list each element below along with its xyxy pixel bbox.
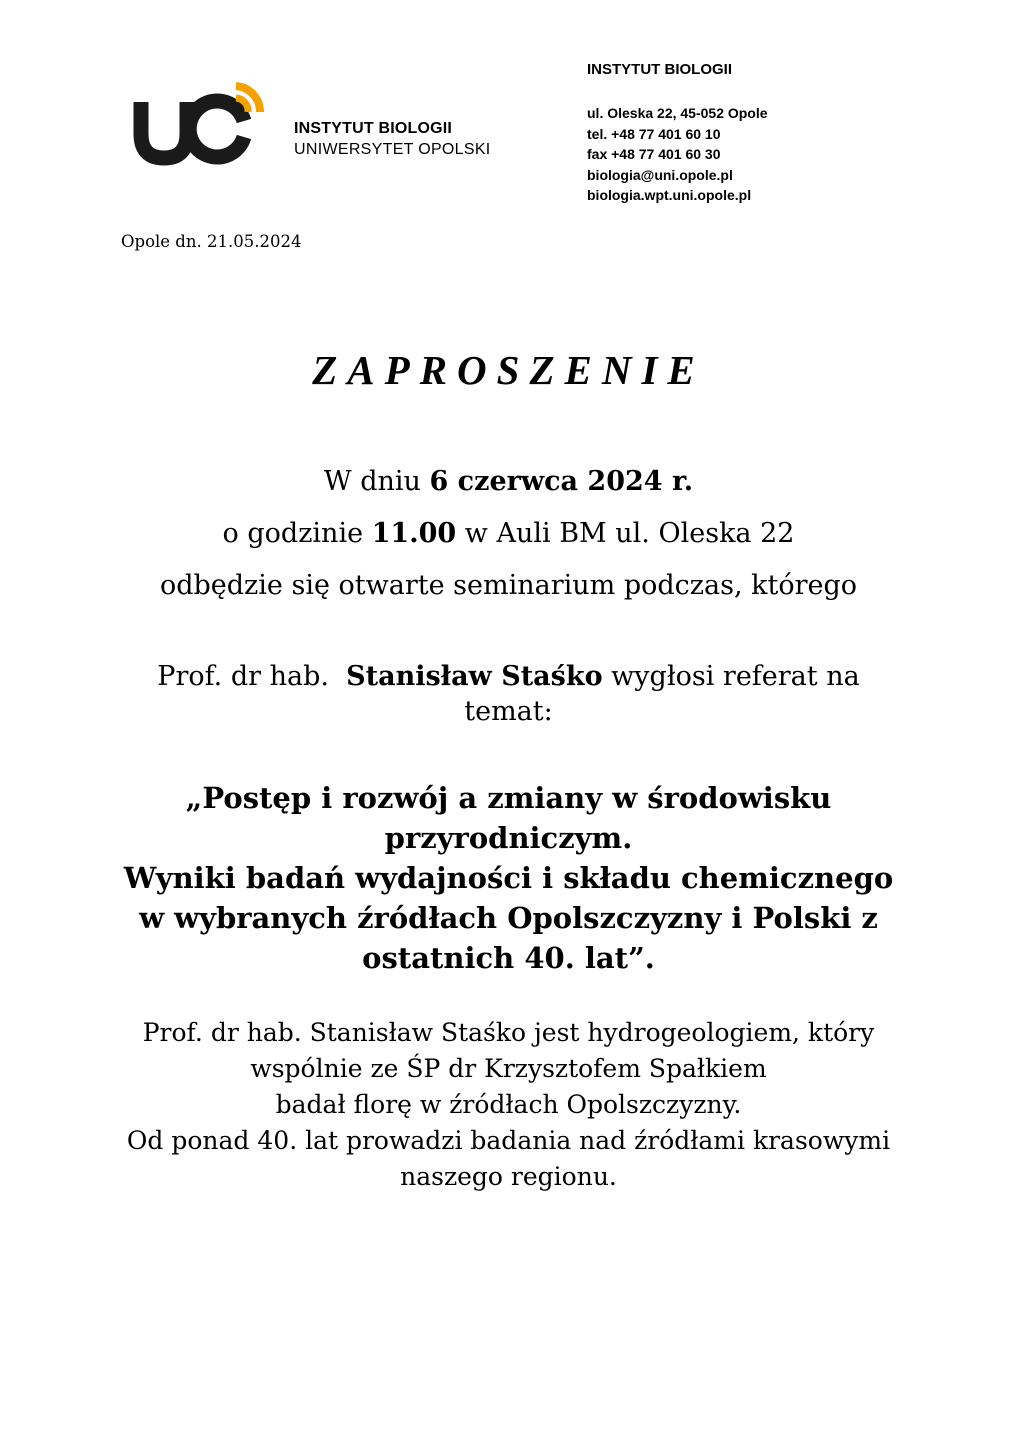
speaker-name: Stanisław Staśko: [346, 661, 603, 692]
event-date: 6 czerwca 2024 r.: [429, 466, 694, 497]
contact-phone: tel. +48 77 401 60 10: [587, 125, 721, 142]
contact-email[interactable]: biologia@uni.opole.pl: [587, 166, 733, 183]
topic-line: ostatnich 40. lat”.: [362, 941, 655, 975]
document-date: Opole dn. 21.05.2024: [121, 232, 302, 251]
topic-line: Wyniki badań wydajności i składu chemicznego: [123, 861, 894, 895]
bio-line: Prof. dr hab. Stanisław Staśko jest hydrogeologiem, który: [142, 1018, 875, 1047]
logo-letter-o: [189, 101, 244, 157]
institute-block: [294, 119, 491, 161]
topic-line: w wybranych źródłach Opolszczyzny i Polski z: [139, 901, 878, 935]
event-location: w Auli BM ul. Oleska 22: [456, 518, 795, 549]
contact-title: INSTYTUT BIOLOGII: [587, 61, 732, 78]
speaker-topic-label: temat:: [464, 696, 553, 727]
speaker-paragraph: [60, 659, 957, 729]
speaker-bio: [60, 1015, 957, 1195]
bio-line: badał florę w źródłach Opolszczyzny.: [275, 1090, 742, 1119]
speaker-title: Prof. dr hab.: [157, 661, 347, 692]
bio-line: naszego regionu.: [400, 1162, 617, 1191]
announcement-time-line: [60, 518, 957, 549]
lecture-topic: [60, 778, 957, 978]
institute-name: INSTYTUT BIOLOGII: [294, 120, 453, 137]
bio-line: wspólnie ze ŚP dr Krzysztofem Spałkiem: [250, 1054, 767, 1083]
contact-address: ul. Oleska 22, 45-052 Opole: [587, 105, 768, 121]
announcement-time-prefix: o godzinie: [222, 518, 372, 549]
contact-fax: fax +48 77 401 60 30: [587, 146, 721, 162]
bio-line: Od ponad 40. lat prowadzi badania nad źródłami krasowymi: [126, 1126, 891, 1155]
event-time: 11.00: [371, 518, 457, 549]
university-logo: [132, 82, 264, 166]
announcement-date-prefix: W dniu: [323, 466, 430, 497]
contact-website[interactable]: biologia.wpt.uni.opole.pl: [587, 187, 752, 203]
announcement-date-line: [60, 466, 957, 497]
contact-block: [587, 60, 768, 206]
announcement-seminar-line: odbędzie się otwarte seminarium podczas, którego: [159, 570, 858, 601]
topic-line: przyrodniczym.: [384, 821, 633, 855]
university-name: UNIWERSYTET OPOLSKI: [294, 141, 491, 158]
logo-letter-u: [141, 102, 187, 158]
speaker-action: wygłosi referat na: [602, 661, 860, 692]
document-title: ZAPROSZENIE: [312, 347, 705, 393]
topic-line: „Postęp i rozwój a zmiany w środowisku: [185, 781, 832, 815]
